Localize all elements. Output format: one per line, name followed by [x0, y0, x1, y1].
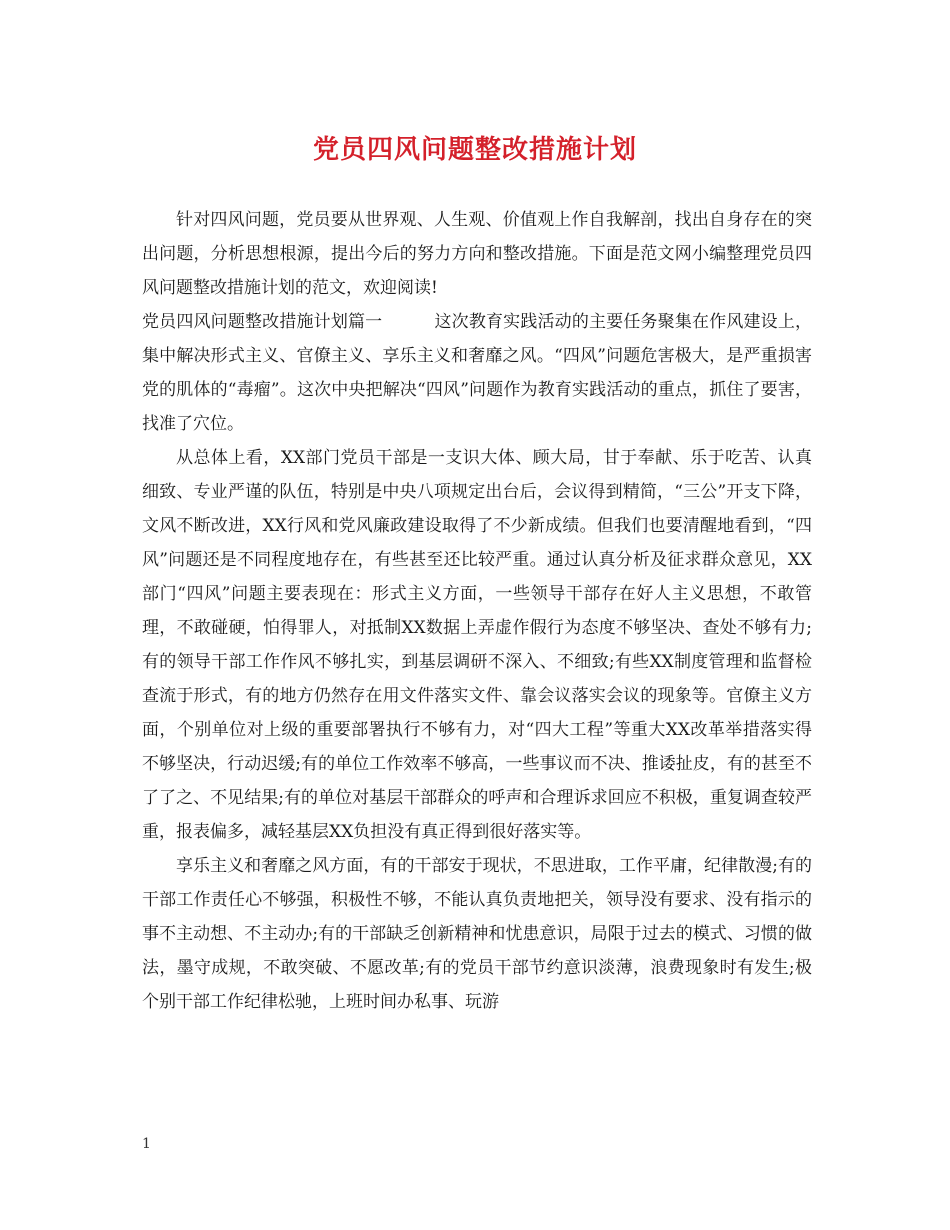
page-number: 1 — [142, 1136, 151, 1152]
intro-paragraph: 针对四风问题，党员要从世界观、人生观、价值观上作自我解剖，找出自身存在的突出问题，分析思想根源，提出今后的努力方向和整改措施。下面是范文网小编整理党员四风问题整改措施计划的范文，欢迎阅读! — [142, 210, 812, 298]
body-paragraph-3: 享乐主义和奢靡之风方面，有的干部安于现状，不思进取，工作平庸，纪律散漫;有的干部工作责任心不够强，积极性不够，不能认真负责地把关，领导没有要求、没有指示的事不主动想、不主动办;有的干部缺乏创新精神和忧患意识，局限于过去的模式、习惯的做法，墨守成规，不敢突破、不愿改革;有的党员干部节约意识淡薄，浪费现象时有发生;极个别干部工作纪律松驰，上班时间办私事、玩游 — [142, 856, 812, 1012]
document-title: 党员四风问题整改措施计划 — [312, 135, 637, 165]
document-body — [142, 203, 812, 1019]
body-paragraph-2: 从总体上看，XX部门党员干部是一支识大体、顾大局，甘于奉献、乐于吃苦、认真细致、专业严谨的队伍，特别是中央八项规定出台后，会议得到精简，“三公”开支下降，文风不断改进，XX行风和党风廉政建设取得了不少新成绩。但我们也要清醒地看到，“四风”问题还是不同程度地存在，有些甚至还比较严重。通过认真分析及征求群众意见，XX部门“四风”问题主要表现在：形式主义方面，一些领导干部存在好人主义思想，不敢管理，不敢碰硬，怕得罪人，对抵制XX数据上弄虚作假行为态度不够坚决、查处不够有力;有的领导干部工作作风不够扎实，到基层调研不深入、不细致;有些XX制度管理和监督检查流于形式，有的地方仍然存在用文件落实文件、靠会议落实会议的现象等。官僚主义方面，个别单位对上级的重要部署执行不够有力，对“四大工程”等重大XX改革举措落实得不够坚决，行动迟缓;有的单位工作效率不够高，一些事议而不决、推诿扯皮，有的甚至不了了之、不见结果;有的单位对基层干部群众的呼声和合理诉求回应不积极，重复调查较严重，报表偏多，减轻基层XX负担没有真正得到很好落实等。 — [142, 448, 812, 842]
section-body: 这次教育实践活动的主要任务聚集在作风建设上，集中解决形式主义、官僚主义、享乐主义和奢靡之风。“四风”问题危害极大，是严重损害党的肌体的“毒瘤”。这次中央把解决“四风”问题作为教育实践活动的重点，抓住了要害，找准了穴位。 — [142, 312, 813, 434]
section-heading: 党员四风问题整改措施计划篇一 — [142, 312, 383, 332]
section-paragraph — [142, 305, 812, 441]
